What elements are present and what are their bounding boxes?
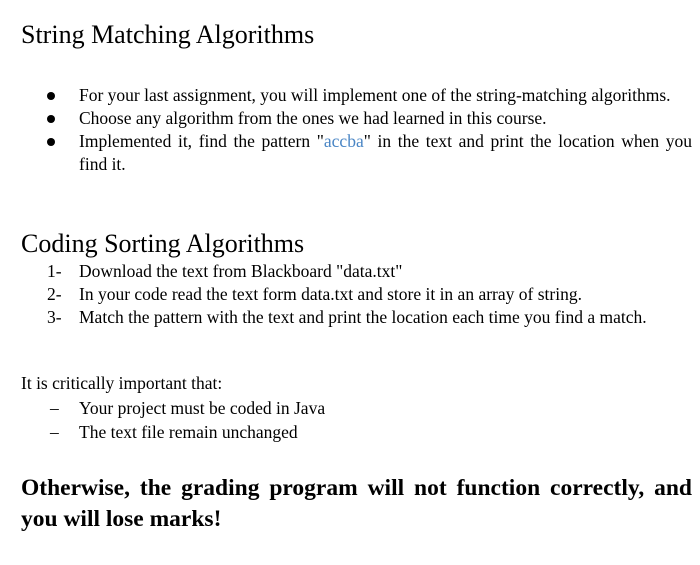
warning-text: Otherwise, the grading program will not function correctly, and you will lose marks!: [21, 475, 692, 532]
bullet-text: Choose any algorithm from the ones we had learned in this course.: [79, 108, 547, 128]
requirement-text: The text file remain unchanged: [79, 422, 298, 442]
bullet-text: For your last assignment, you will implement one of the string-matching algorithms.: [79, 85, 671, 105]
requirement-text: Your project must be coded in Java: [79, 398, 326, 418]
bullet-item: [0, 84, 692, 107]
bullet-text: [79, 131, 692, 174]
step-text: Download the text from Blackboard "data.txt": [79, 261, 403, 281]
requirement-item: [0, 396, 692, 420]
step-number: 3-: [47, 307, 62, 327]
dash-marker: –: [50, 422, 59, 442]
step-item: [0, 306, 692, 329]
steps-numbered-list: [0, 260, 692, 329]
bullet-icon: [47, 115, 55, 123]
step-number: 2-: [47, 284, 62, 304]
bullet-item: [0, 107, 692, 130]
dash-marker: –: [50, 398, 59, 418]
assignment-bullet-list: [0, 84, 692, 176]
step-text: Match the pattern with the text and print the location each time you find a match.: [79, 307, 647, 327]
bullet-icon: [47, 138, 55, 146]
bullet-text-before: Implemented it, find the pattern ": [79, 131, 324, 151]
requirements-intro: It is critically important that:: [21, 373, 223, 393]
pattern-highlight: accba: [323, 131, 364, 151]
bullet-icon: [47, 92, 55, 100]
bullet-item: [0, 130, 692, 176]
requirements-list: [0, 396, 692, 444]
step-number: 1-: [47, 261, 62, 281]
requirement-item: [0, 420, 692, 444]
step-item: [0, 260, 692, 283]
bullet-text-after: " in the text and print the location when you find it.: [79, 131, 692, 174]
section-heading-coding-sorting: Coding Sorting Algorithms: [21, 229, 305, 258]
section-heading-string-matching: String Matching Algorithms: [21, 20, 315, 49]
step-item: [0, 283, 692, 306]
step-text: In your code read the text form data.txt and store it in an array of string.: [79, 284, 582, 304]
